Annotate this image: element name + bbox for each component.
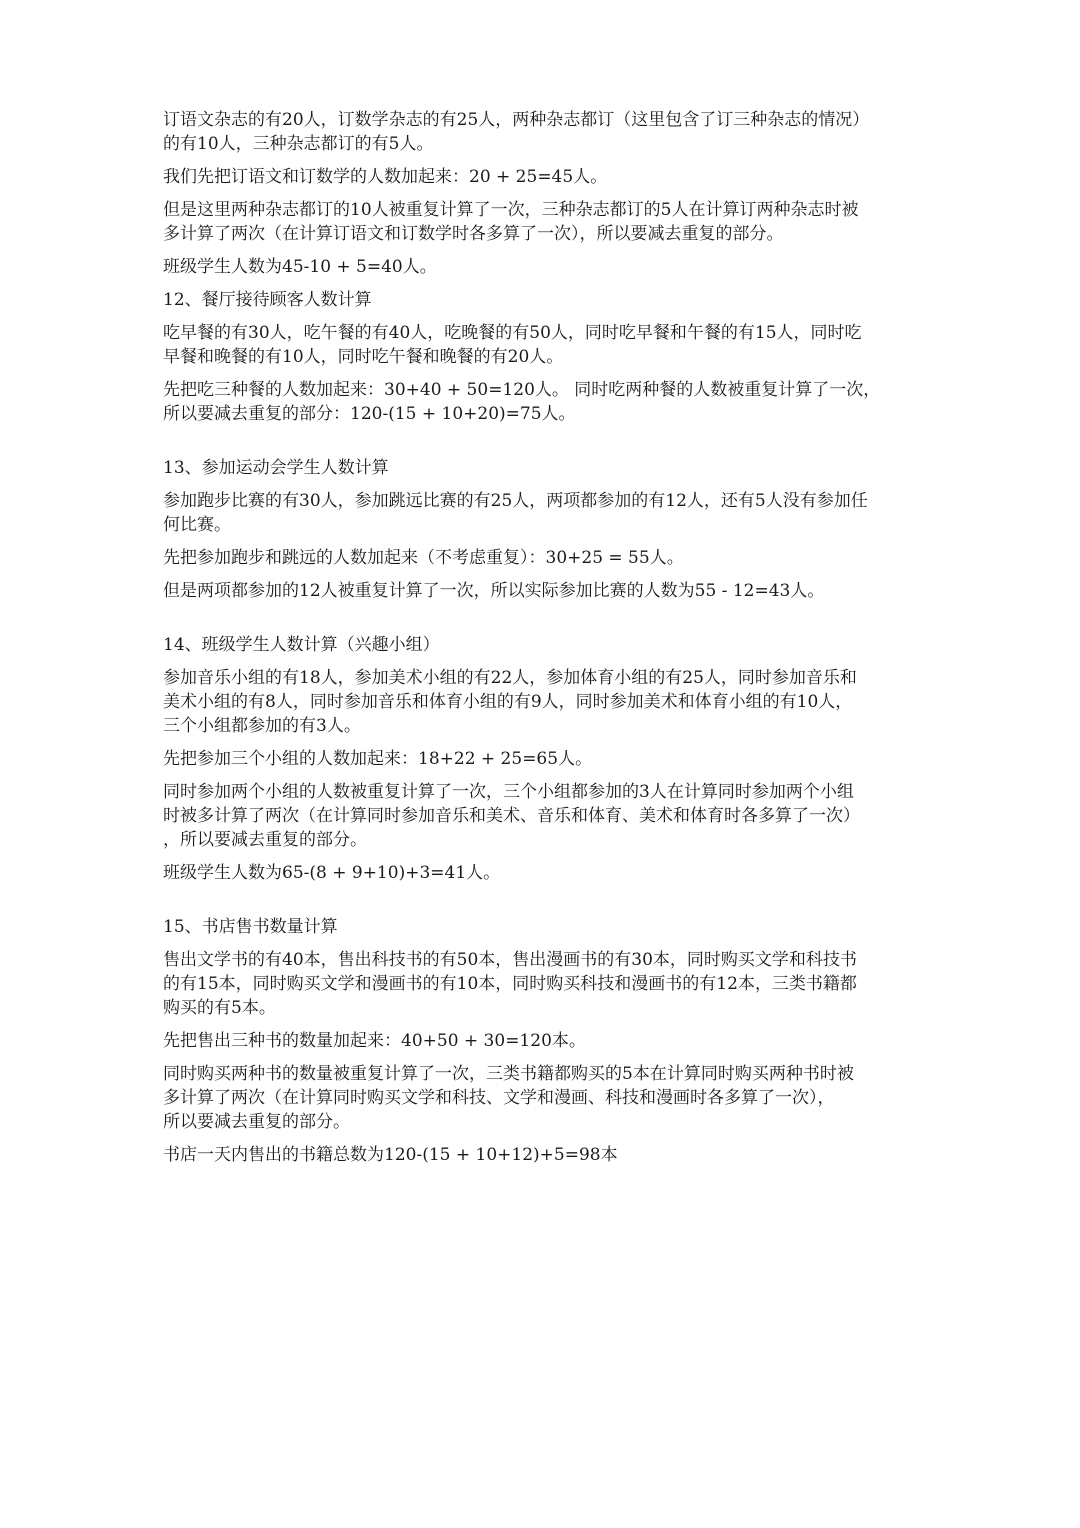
paragraph xyxy=(163,780,933,852)
text-line: 先把参加三个小组的人数加起来：18+22 + 25=65人。 xyxy=(163,749,593,769)
section-heading: 14、班级学生人数计算（兴趣小组） xyxy=(163,635,440,655)
text-line: ，所以要减去重复的部分。 xyxy=(163,830,367,850)
text-line: 我们先把订语文和订数学的人数加起来：20 + 25=45人。 xyxy=(163,167,608,187)
document-content xyxy=(163,108,933,1176)
text-line: 的有10人，三种杂志都订的有5人。 xyxy=(163,134,434,154)
paragraph xyxy=(163,546,933,570)
text-line: 订语文杂志的有20人，订数学杂志的有25人，两种杂志都订（这里包含了订三种杂志的情况） xyxy=(163,110,870,130)
paragraph xyxy=(163,861,933,885)
text-line: 班级学生人数为65-(8 + 9+10)+3=41人。 xyxy=(163,863,501,883)
text-line: 何比赛。 xyxy=(163,515,231,535)
text-line: 班级学生人数为45-10 + 5=40人。 xyxy=(163,257,437,277)
text-line: 同时参加两个小组的人数被重复计算了一次，三个小组都参加的3人在计算同时参加两个小组 xyxy=(163,782,854,802)
section-heading: 15、书店售书数量计算 xyxy=(163,917,338,937)
paragraph xyxy=(163,1143,933,1167)
paragraph xyxy=(163,1029,933,1053)
text-line: 美术小组的有8人，同时参加音乐和体育小组的有9人，同时参加美术和体育小组的有10人， xyxy=(163,692,853,712)
text-line: 吃早餐的有30人，吃午餐的有40人，吃晚餐的有50人，同时吃早餐和午餐的有15人，同时吃 xyxy=(163,323,862,343)
text-line: 同时购买两种书的数量被重复计算了一次，三类书籍都购买的5本在计算同时购买两种书时被 xyxy=(163,1064,854,1084)
paragraph xyxy=(163,108,933,156)
text-line: 先把售出三种书的数量加起来：40+50 + 30=120本。 xyxy=(163,1031,586,1051)
text-line: 先把吃三种餐的人数加起来：30+40 + 50=120人。 同时吃两种餐的人数被重复计算了一次， xyxy=(163,380,881,400)
paragraph xyxy=(163,666,933,738)
section-heading: 12、餐厅接待顾客人数计算 xyxy=(163,290,372,310)
paragraph xyxy=(163,198,933,246)
text-line: 购买的有5本。 xyxy=(163,998,276,1018)
paragraph xyxy=(163,1062,933,1134)
text-line: 参加音乐小组的有18人，参加美术小组的有22人，参加体育小组的有25人，同时参加音乐和 xyxy=(163,668,857,688)
paragraph xyxy=(163,489,933,537)
section-14 xyxy=(163,633,933,885)
paragraph xyxy=(163,747,933,771)
paragraph xyxy=(163,948,933,1020)
text-line: 多计算了两次（在计算同时购买文学和科技、文学和漫画、科技和漫画时各多算了一次）， xyxy=(163,1088,835,1108)
section-15 xyxy=(163,915,933,1167)
paragraph xyxy=(163,165,933,189)
text-line: 所以要减去重复的部分。 xyxy=(163,1112,350,1132)
section-heading: 13、参加运动会学生人数计算 xyxy=(163,458,389,478)
text-line: 的有15本，同时购买文学和漫画书的有10本，同时购买科技和漫画书的有12本，三类书籍都 xyxy=(163,974,857,994)
section-12 xyxy=(163,288,933,426)
text-line: 但是这里两种杂志都订的10人被重复计算了一次，三种杂志都订的5人在计算订两种杂志时被 xyxy=(163,200,859,220)
text-line: 参加跑步比赛的有30人，参加跳远比赛的有25人，两项都参加的有12人，还有5人没有参加任 xyxy=(163,491,868,511)
text-line: 时被多计算了两次（在计算同时参加音乐和美术、音乐和体育、美术和体育时各多算了一次） xyxy=(163,806,860,826)
paragraph xyxy=(163,255,933,279)
paragraph xyxy=(163,378,933,426)
text-line: 早餐和晚餐的有10人，同时吃午餐和晚餐的有20人。 xyxy=(163,347,564,367)
section-13 xyxy=(163,456,933,603)
text-line: 三个小组都参加的有3人。 xyxy=(163,716,361,736)
text-line: 所以要减去重复的部分：120-(15 + 10+20)=75人。 xyxy=(163,404,576,424)
text-line: 售出文学书的有40本，售出科技书的有50本，售出漫画书的有30本，同时购买文学和科技书 xyxy=(163,950,857,970)
paragraph xyxy=(163,579,933,603)
section-intro xyxy=(163,108,933,279)
text-line: 多计算了两次（在计算订语文和订数学时各多算了一次），所以要减去重复的部分。 xyxy=(163,224,784,244)
text-line: 但是两项都参加的12人被重复计算了一次，所以实际参加比赛的人数为55 - 12=43人。 xyxy=(163,581,825,601)
text-line: 先把参加跑步和跳远的人数加起来（不考虑重复）：30+25 = 55人。 xyxy=(163,548,684,568)
paragraph xyxy=(163,321,933,369)
text-line: 书店一天内售出的书籍总数为120-(15 + 10+12)+5=98本 xyxy=(163,1145,618,1165)
